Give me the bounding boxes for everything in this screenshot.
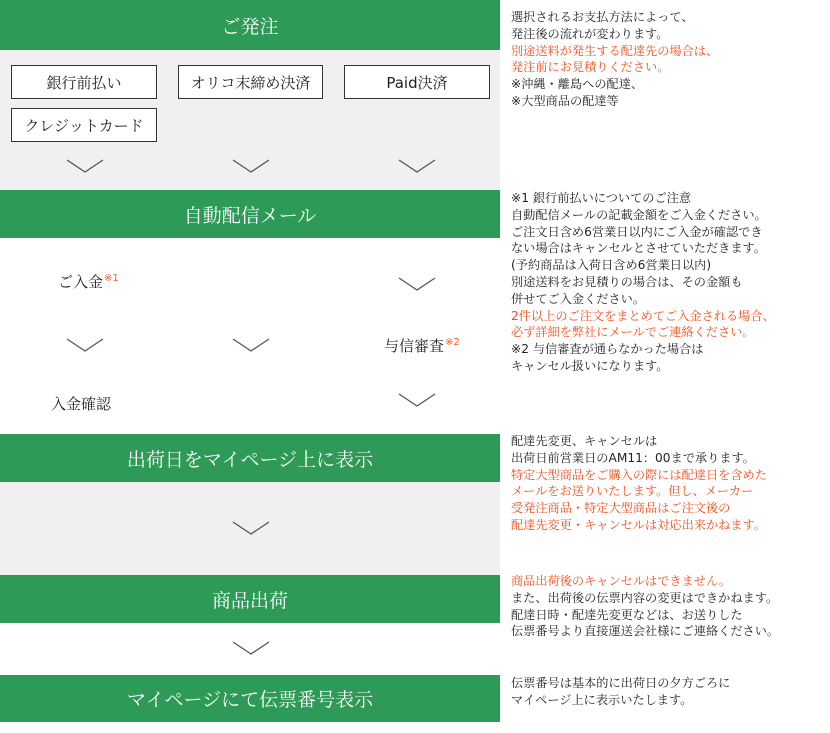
- note-line: 伝票番号は基本的に出荷日の夕方ごろに: [511, 676, 731, 690]
- note-line: 特定大型商品をご購入の際には配達日を含めた: [511, 467, 767, 482]
- note-line: 必ず詳細を弊社にメールでご連絡ください。: [511, 325, 755, 340]
- step-shipping-label: 商品出荷: [211, 589, 288, 612]
- step-order-label: ご発注: [221, 15, 279, 38]
- payment-bank-button[interactable]: [11, 65, 157, 99]
- step-auto-mail-banner: [0, 190, 500, 238]
- deposit-confirm-label: 入金確認: [51, 395, 112, 413]
- credit-check-label: 与信審査$^{※2}$: [384, 337, 460, 355]
- chevron-down-icon: [65, 158, 105, 174]
- note-line: 出荷日前営業日のAM11：00まで承ります。: [511, 450, 755, 465]
- note-line: メールをお送りいたします。但し、メーカー: [511, 484, 754, 499]
- auto-mail-notes: [511, 190, 829, 375]
- note-line: 2件以上のご注文をまとめてご入金される場合、: [511, 308, 775, 323]
- note-line: 受発注商品・特定大型商品はご注文後の: [511, 501, 731, 516]
- payment-paid-button[interactable]: [344, 65, 490, 99]
- order-notes: [511, 9, 829, 110]
- step-ship-date-banner: [0, 434, 500, 482]
- step-tracking-label: マイページにて伝票番号表示: [126, 689, 374, 711]
- note-line: 伝票番号より直接運送会社様にご連絡ください。: [511, 624, 780, 639]
- ship-date-notes: [511, 433, 829, 534]
- chevron-down-icon: [397, 392, 437, 408]
- payment-paid-label: Paid決済: [386, 73, 448, 92]
- note-line: 別途送料をお見積りの場合は、その金額も: [511, 274, 743, 289]
- note-line: 自動配信メールの記載金額をご入金ください。: [511, 207, 767, 222]
- note-line: 配達日時・配達先変更などは、お送りした: [511, 607, 743, 622]
- note-line: ご注文日含め6営業日以内にご入金が確認でき: [511, 224, 763, 239]
- deposit-label: ご入金$^{※1}$: [58, 273, 119, 291]
- chevron-down-icon: [231, 520, 271, 536]
- note-line: 選択されるお支払方法によって、: [511, 10, 694, 24]
- chevron-down-icon: [231, 158, 271, 174]
- note-line: 発注後の流れが変わります。: [511, 26, 669, 41]
- chevron-down-icon: [231, 337, 271, 353]
- note-line: 併せてご入金ください。: [511, 291, 646, 306]
- note-line: ※1 銀行前払いについてのご注意: [511, 191, 692, 205]
- note-line: ない場合はキャンセルとさせていただきます。: [511, 241, 766, 256]
- note-line: マイページ上に表示いたします。: [511, 692, 693, 707]
- step-tracking-banner: [0, 675, 500, 722]
- note-line: ※大型商品の配達等: [511, 93, 619, 108]
- chevron-down-icon: [65, 337, 105, 353]
- step-auto-mail-label: 自動配信メール: [183, 204, 317, 227]
- payment-orico-label: オリコ末締め決済: [190, 73, 311, 92]
- note-line: 発注前にお見積りください。: [511, 60, 670, 75]
- note-line: 配達先変更、キャンセルは: [511, 434, 658, 448]
- payment-bank-label: 銀行前払い: [46, 73, 122, 92]
- shipping-notes: [511, 573, 829, 640]
- payment-orico-button[interactable]: [178, 65, 323, 99]
- note-line: ※2 与信審査が通らなかった場合は: [511, 342, 704, 357]
- step-shipping-banner: [0, 575, 500, 623]
- chevron-down-icon: [397, 276, 437, 292]
- note-line: 別途送料が発生する配達先の場合は、: [511, 43, 719, 58]
- credit-check-note-mark: ※2: [445, 337, 460, 348]
- note-line: ※沖縄・離島への配達、: [511, 77, 644, 92]
- note-line: 配達先変更・キャンセルは対応出来かねます。: [511, 517, 766, 532]
- payment-credit-button[interactable]: [11, 108, 157, 142]
- note-line: キャンセル扱いになります。: [511, 358, 669, 373]
- note-line: 商品出荷後のキャンセルはできません。: [511, 574, 732, 588]
- payment-credit-label: クレジットカード: [24, 116, 144, 135]
- step-order-banner: [0, 0, 500, 50]
- tracking-notes: [511, 675, 829, 709]
- deposit-note-mark: ※1: [104, 273, 119, 284]
- chevron-down-icon: [397, 158, 437, 174]
- note-line: (予約商品は入荷日含め6営業日以内): [511, 258, 712, 273]
- note-line: また、出荷後の伝票内容の変更はできかねます。: [511, 590, 779, 605]
- step-ship-date-label: 出荷日をマイページ上に表示: [126, 448, 374, 471]
- chevron-down-icon: [231, 640, 271, 656]
